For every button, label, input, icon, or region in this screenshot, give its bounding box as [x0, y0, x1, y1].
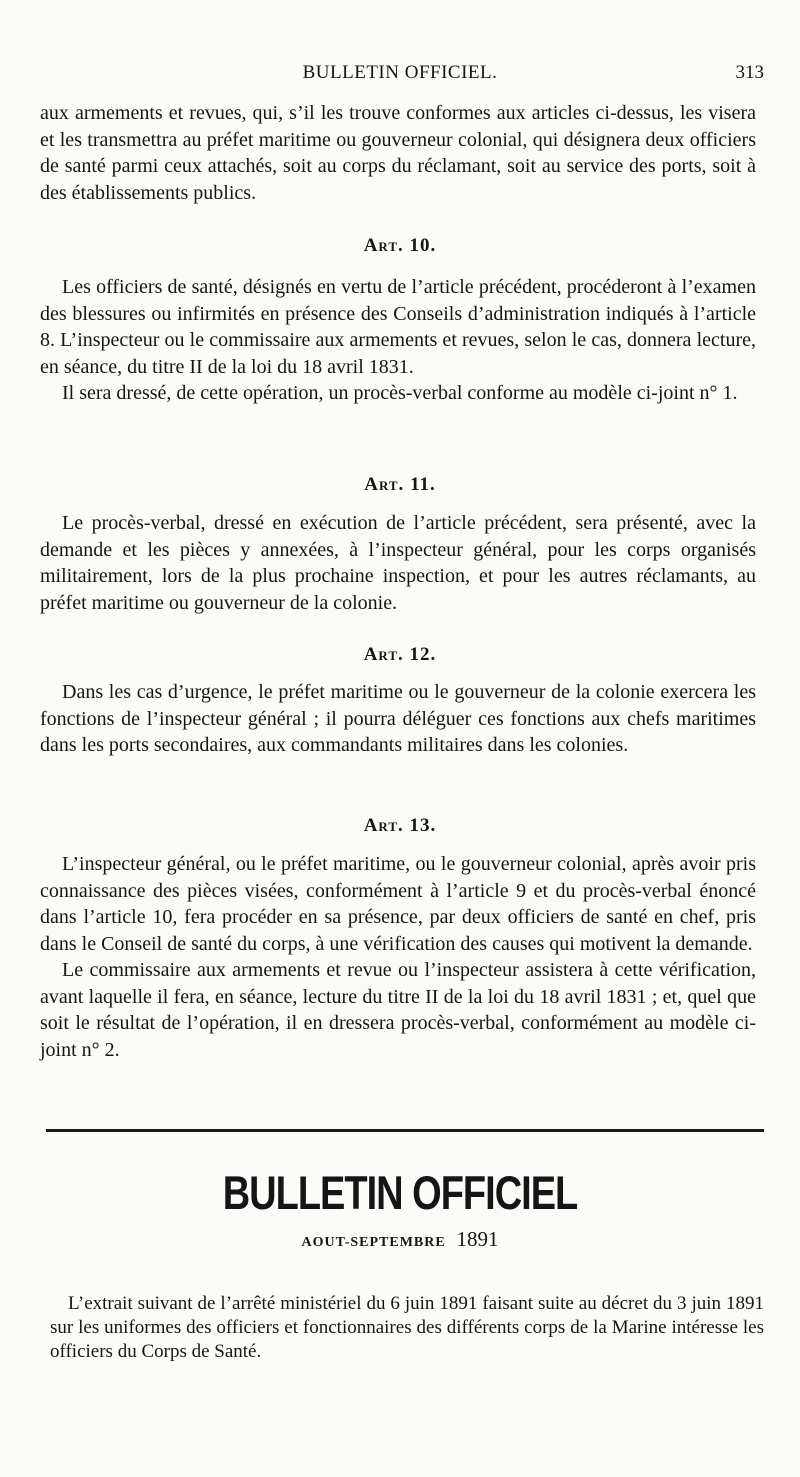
paragraph: Il sera dressé, de cette opération, un procès-verbal conforme au modèle ci-joint n° 1.: [62, 382, 738, 404]
bulletin-extract: [50, 1292, 764, 1364]
article-12-body: [40, 679, 756, 759]
article-10-body: [40, 274, 756, 407]
paragraph: L’extrait suivant de l’arrêté ministériel du 6 juin 1891 faisant suite au décret du 3 juin 1891 sur les uniformes des officiers et fonctionnaires des différents corps de la Marine intéresse les officiers du Corps de Santé.: [50, 1293, 764, 1362]
paragraph: Dans les cas d’urgence, le préfet maritime ou le gouverneur de la colonie exercera les fonctions de l’inspecteur général ; il pourra déléguer ces fonctions aux chefs maritimes dans les ports secondaires, aux commandants militaires dans les colonies.: [40, 681, 756, 756]
paragraph: L’inspecteur général, ou le préfet maritime, ou le gouverneur colonial, après avoir pris connaissance des pièces visées, conformément à l’article 9 et du procès-verbal énoncé dans l’article 10, fera procéder en sa présence, par deux officiers de santé en chef, pris dans le Conseil de santé du corps, à une vérification des causes qui motivent la demande.: [40, 853, 756, 955]
article-label: Art.: [363, 235, 404, 256]
article-label: Art.: [364, 474, 405, 495]
article-heading-12: [0, 644, 800, 666]
article-heading-11: [0, 474, 800, 496]
bulletin-date: [0, 1227, 800, 1252]
running-title: BULLETIN OFFICIEL.: [302, 62, 498, 83]
article-heading-13: [0, 815, 800, 837]
article-number: 10.: [409, 235, 437, 256]
article-11-body: [40, 510, 756, 616]
paragraph: aux armements et revues, qui, s’il les trouve conformes aux articles ci-dessus, les visera et les transmettra au préfet maritime ou gouverneur colonial, qui désignera deux officiers de santé parmi ceux attachés, soit au corps du réclamant, soit au service des ports, soit à des établissements publics.: [40, 102, 756, 204]
article-label: Art.: [363, 644, 404, 665]
paragraph-continuation: [40, 100, 756, 206]
running-header: [0, 62, 800, 90]
page-number: 313: [735, 62, 764, 83]
paragraph: Le commissaire aux armements et revue ou l’inspecteur assistera à cette vérification, avant laquelle il fera, en séance, lecture du titre II de la loi du 18 avril 1831 ; et, quel que soit le résultat de l’opération, il en dressera procès-verbal, conformément au modèle ci-joint n° 2.: [40, 959, 756, 1061]
paragraph: Le procès-verbal, dressé en exécution de l’article précédent, sera présenté, avec la demande et les pièces y annexées, à l’inspecteur général, pour les corps organisés militairement, lors de la plus prochaine inspection, et pour les autres réclamants, au préfet maritime ou gouverneur de la colonie.: [40, 512, 756, 614]
article-number: 12.: [409, 644, 437, 665]
article-13-body: [40, 851, 756, 1063]
bulletin-year: 1891: [456, 1227, 499, 1251]
bulletin-title: BULLETIN OFFICIEL: [222, 1167, 578, 1221]
article-number: 11.: [410, 474, 436, 495]
horizontal-rule: [46, 1129, 764, 1132]
bulletin-month: AOUT-SEPTEMBRE: [301, 1235, 446, 1250]
paragraph: Les officiers de santé, désignés en vertu de l’article précédent, procéderont à l’examen des blessures ou infirmités en présence des Conseils d’administration indiqués à l’article 8. L’inspecteur ou le commissaire aux armements et revues, selon le cas, donnera lecture, en séance, du titre II de la loi du 18 avril 1831.: [40, 276, 756, 378]
article-label: Art.: [363, 815, 404, 836]
article-heading-10: [0, 235, 800, 257]
article-number: 13.: [409, 815, 437, 836]
